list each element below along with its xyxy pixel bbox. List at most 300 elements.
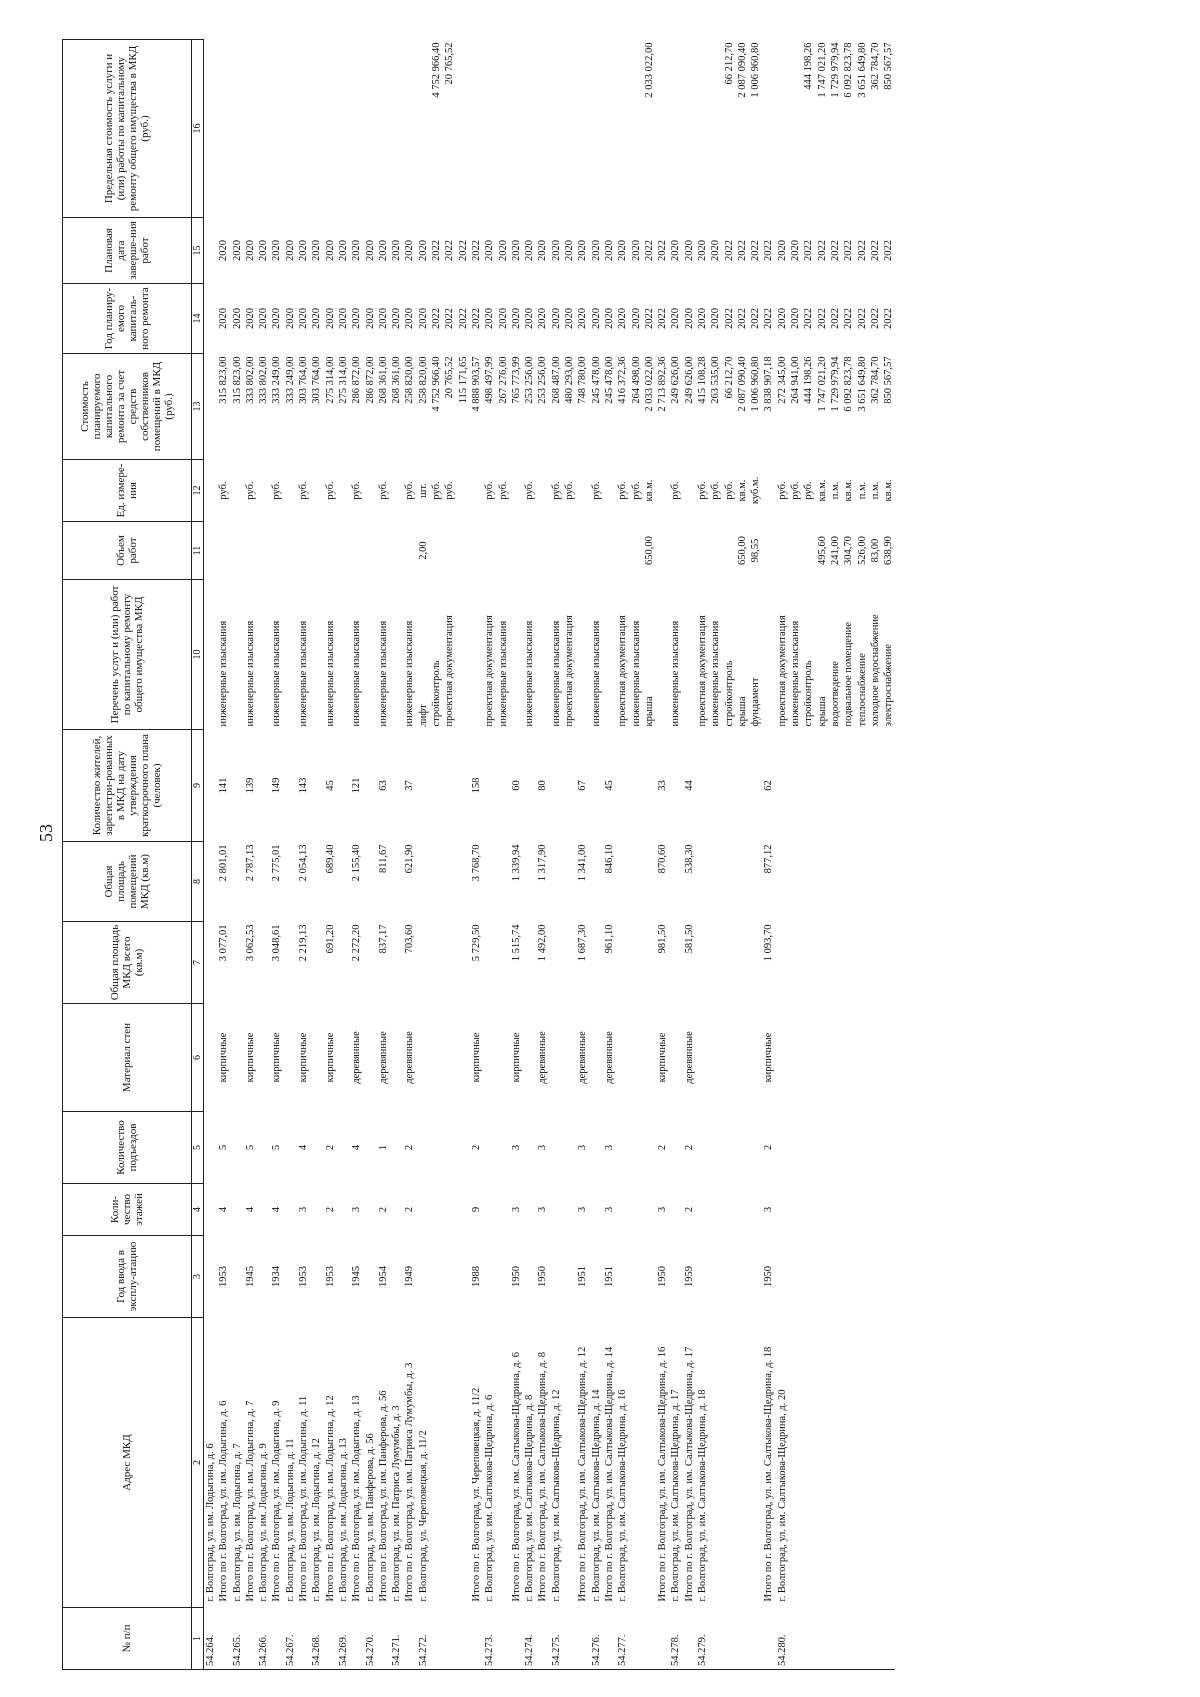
table-cell [390, 460, 403, 522]
table-cell: руб. [298, 481, 310, 500]
table-cell [217, 40, 230, 218]
table-cell: 333 249,00 [271, 356, 283, 404]
table-cell [882, 1004, 895, 1112]
table-cell: руб. [351, 481, 363, 500]
table-cell [364, 1004, 377, 1112]
table-cell: 2020 [550, 240, 562, 261]
table-cell: 20 765,52 [444, 42, 456, 85]
table-cell [616, 522, 629, 580]
table-cell [284, 522, 297, 580]
table-cell [550, 1184, 563, 1236]
table-cell [656, 522, 669, 580]
table-cell [563, 1184, 576, 1236]
table-cell [669, 730, 682, 842]
table-cell [869, 842, 882, 922]
table-cell [297, 1608, 310, 1670]
table-cell: 2 219,13 [298, 924, 310, 962]
table-cell: Итого по г. Волгоград, ул. им. Салтыкова-Щедрина, д. 18 [763, 1346, 775, 1602]
table-cell: стройконтроль [723, 660, 735, 727]
table-row [324, 40, 337, 1670]
table-cell [270, 1608, 283, 1670]
table-cell: 54.272. [417, 1608, 430, 1670]
table-cell [497, 922, 510, 1004]
table-cell: 2020 [497, 308, 509, 329]
column-number: 7 [192, 922, 204, 1004]
table-cell [430, 922, 443, 1004]
table-cell [802, 1608, 815, 1670]
table-cell: шт. [417, 483, 429, 498]
table-cell: 3 [577, 1206, 589, 1213]
table-cell [603, 40, 616, 218]
table-cell: 846,10 [603, 844, 615, 874]
table-cell: кирпичные [763, 1032, 775, 1083]
table-cell [696, 40, 709, 218]
table-cell [204, 522, 218, 580]
table-row [616, 40, 629, 1670]
table-cell: 286 872,00 [364, 356, 376, 404]
table-cell: 3 [298, 1206, 310, 1213]
table-cell [257, 1184, 270, 1236]
table-cell [364, 730, 377, 842]
table-cell: 3 768,70 [470, 844, 482, 882]
table-cell [364, 40, 377, 218]
table-cell: кирпичные [298, 1032, 310, 1083]
table-cell [869, 922, 882, 1004]
table-cell: стройконтроль [431, 660, 443, 727]
table-cell [816, 1184, 829, 1236]
table-cell [736, 1318, 749, 1608]
table-cell: Итого по г. Волгоград, ул. им. Лодыгина, д. 12 [324, 1395, 336, 1602]
table-cell [630, 730, 643, 842]
table-cell: 264 941,00 [790, 356, 802, 404]
column-number: 2 [192, 1318, 204, 1608]
table-cell [709, 1318, 722, 1608]
table-cell: 20 765,52 [444, 356, 456, 399]
table-cell [829, 1608, 842, 1670]
column-number: 14 [192, 284, 204, 354]
table-cell: 3 [537, 1206, 549, 1213]
table-cell [643, 1318, 656, 1608]
table-row [510, 40, 523, 1670]
table-cell [656, 1608, 669, 1670]
table-cell [523, 1112, 536, 1184]
table-cell: Итого по г. Волгоград, ул. им. Лодыгина, д. 11 [298, 1395, 310, 1602]
table-cell: 495,60 [816, 536, 828, 565]
table-cell [204, 580, 218, 730]
table-cell: 286 872,00 [351, 356, 363, 404]
table-cell: 2020 [271, 240, 283, 261]
table-cell [776, 522, 789, 580]
table-cell [802, 1184, 815, 1236]
table-row [656, 40, 669, 1670]
table-cell [337, 842, 350, 922]
table-cell [204, 284, 218, 354]
table-row [231, 40, 244, 1670]
table-cell: кирпичные [324, 1032, 336, 1083]
table-cell: 2020 [537, 308, 549, 329]
table-cell: Итого по г. Волгоград, ул. им. Салтыкова-Щедрина, д. 17 [683, 1346, 695, 1602]
table-cell: 837,17 [377, 924, 389, 954]
table-cell: 2022 [750, 308, 762, 329]
table-cell [457, 1236, 470, 1318]
table-cell: руб. [404, 481, 416, 500]
table-cell [630, 1318, 643, 1608]
table-cell [364, 1236, 377, 1318]
table-cell [337, 40, 350, 218]
table-cell: 2 155,40 [351, 844, 363, 882]
table-cell: 33 [657, 780, 669, 791]
table-cell: 54.278. [669, 1608, 682, 1670]
table-cell: 275 314,00 [337, 356, 349, 404]
table-cell: 2020 [351, 240, 363, 261]
table-cell: 3 062,53 [244, 924, 256, 962]
table-cell: 2020 [577, 308, 589, 329]
table-cell [789, 40, 802, 218]
table-cell [762, 580, 775, 730]
table-cell [563, 522, 576, 580]
table-cell: руб. [617, 481, 629, 500]
table-cell [576, 1608, 589, 1670]
table-cell: 1 341,00 [577, 844, 589, 882]
table-cell: 2020 [311, 308, 323, 329]
table-body [204, 40, 896, 1670]
table-cell: 1 492,00 [537, 924, 549, 962]
table-cell: 54.275. [550, 1608, 563, 1670]
table-cell [856, 730, 869, 842]
table-row [284, 40, 297, 1670]
table-cell: 1953 [298, 1266, 310, 1287]
table-cell [337, 580, 350, 730]
table-cell [776, 40, 789, 218]
table-cell [457, 842, 470, 922]
table-cell: 4 752 966,40 [431, 356, 443, 412]
table-row [550, 40, 563, 1670]
table-cell [616, 922, 629, 1004]
table-cell [829, 730, 842, 842]
table-cell [457, 460, 470, 522]
table-cell [390, 580, 403, 730]
table-cell [630, 522, 643, 580]
table-cell [204, 1004, 218, 1112]
table-cell [789, 730, 802, 842]
table-cell [696, 522, 709, 580]
column-number: 9 [192, 730, 204, 842]
table-cell [762, 40, 775, 218]
table-cell [630, 1236, 643, 1318]
table-cell [483, 842, 496, 922]
table-cell [630, 1184, 643, 1236]
table-cell [457, 922, 470, 1004]
table-row [337, 40, 350, 1670]
table-cell [284, 1112, 297, 1184]
table-cell: 139 [244, 777, 256, 794]
table-cell: г. Волгоград, ул. им. Лодыгина, д. 11 [284, 1438, 296, 1602]
table-cell [723, 1112, 736, 1184]
table-cell [324, 1608, 337, 1670]
table-cell [510, 580, 523, 730]
table-cell [284, 1004, 297, 1112]
table-cell [590, 1112, 603, 1184]
table-cell: 444 198,26 [803, 356, 815, 404]
table-cell: кирпичные [244, 1032, 256, 1083]
table-cell: 765 773,99 [510, 356, 522, 404]
table-cell: 80 [537, 780, 549, 791]
table-cell [736, 1236, 749, 1318]
table-cell: 2020 [337, 240, 349, 261]
table-cell [510, 460, 523, 522]
table-cell [231, 580, 244, 730]
table-cell [204, 1184, 218, 1236]
table-cell [443, 1112, 456, 1184]
table-cell [390, 40, 403, 218]
table-cell: кирпичные [657, 1032, 669, 1083]
table-cell: 249 626,00 [670, 356, 682, 404]
table-cell [869, 1608, 882, 1670]
table-row [869, 40, 882, 1670]
table-cell [736, 1112, 749, 1184]
table-cell: 2020 [404, 308, 416, 329]
table-cell: 2020 [284, 240, 296, 261]
table-cell: 2020 [776, 308, 788, 329]
table-cell [643, 1608, 656, 1670]
table-row [497, 40, 510, 1670]
table-cell [776, 922, 789, 1004]
table-cell [550, 1236, 563, 1318]
table-cell: 2020 [377, 308, 389, 329]
table-cell [550, 842, 563, 922]
table-cell [603, 460, 616, 522]
table-cell [816, 1112, 829, 1184]
table-cell: 2 787,13 [244, 844, 256, 882]
table-cell [550, 1004, 563, 1112]
table-cell [856, 1112, 869, 1184]
table-cell [244, 40, 257, 218]
column-header: Перечень услуг и (или) работ по капитальному ремонту общего имущества МКД [63, 580, 192, 730]
table-cell [789, 1184, 802, 1236]
column-header: Коли-чество этажей [63, 1184, 192, 1236]
table-row [257, 40, 270, 1670]
table-cell [310, 842, 323, 922]
table-cell [563, 40, 576, 218]
table-cell: руб. [444, 481, 456, 500]
table-cell [443, 1004, 456, 1112]
table-cell [749, 922, 762, 1004]
table-cell [789, 922, 802, 1004]
column-header: Ед. измере-ния [63, 460, 192, 522]
table-cell: 275 314,00 [324, 356, 336, 404]
table-cell: 2020 [231, 240, 243, 261]
table-cell [310, 522, 323, 580]
table-cell: 2022 [803, 308, 815, 329]
table-row [802, 40, 815, 1670]
table-cell: 253 256,00 [524, 356, 536, 404]
table-cell: руб. [324, 481, 336, 500]
table-cell [550, 522, 563, 580]
table-cell [470, 1608, 483, 1670]
table-cell: Итого по г. Волгоград, ул. им. Лодыгина, д. 7 [244, 1400, 256, 1602]
table-cell [709, 40, 722, 218]
table-cell: 263 535,00 [710, 356, 722, 404]
table-row [217, 40, 230, 1670]
table-cell: 2022 [657, 240, 669, 261]
table-cell [630, 842, 643, 922]
table-cell: 2020 [510, 308, 522, 329]
table-cell: 1 747 021,20 [816, 356, 828, 412]
table-cell [723, 842, 736, 922]
table-cell [284, 730, 297, 842]
table-cell: 272 345,00 [776, 356, 788, 404]
table-cell: Итого по г. Волгоград, ул. им. Салтыкова-Щедрина, д. 16 [657, 1346, 669, 1602]
table-cell [430, 1112, 443, 1184]
table-cell: 2022 [470, 308, 482, 329]
table-cell: 5 [244, 1144, 256, 1151]
table-cell: 315 823,00 [218, 356, 230, 404]
table-cell [310, 1184, 323, 1236]
table-cell: 2022 [643, 240, 655, 261]
table-cell [842, 842, 855, 922]
table-cell: 54.265. [231, 1608, 244, 1670]
table-cell [364, 922, 377, 1004]
table-row [417, 40, 430, 1670]
table-cell [350, 1608, 363, 1670]
table-cell: 1 093,70 [763, 924, 775, 962]
table-cell [337, 522, 350, 580]
table-cell [882, 1112, 895, 1184]
table-cell: 4 [351, 1144, 363, 1151]
table-cell: 2020 [484, 308, 496, 329]
table-cell: 2020 [404, 240, 416, 261]
table-cell: 5 [218, 1144, 230, 1151]
table-cell: 2022 [444, 240, 456, 261]
table-cell [510, 1608, 523, 1670]
table-cell [204, 1112, 218, 1184]
table-cell [417, 40, 430, 218]
table-cell [842, 1608, 855, 1670]
table-cell: 2 [657, 1144, 669, 1151]
table-row [350, 40, 363, 1670]
table-cell: проектная документация [696, 615, 708, 727]
table-cell [563, 1608, 576, 1670]
table-cell [616, 1184, 629, 1236]
table-cell: 2020 [630, 240, 642, 261]
table-cell: электроснабжение [883, 644, 895, 727]
table-cell: 2022 [736, 308, 748, 329]
table-cell: 98,55 [750, 538, 762, 563]
column-number: 12 [192, 460, 204, 522]
table-cell: 2020 [377, 240, 389, 261]
table-cell: г. Волгоград, ул. Череповецкая, д. 11/2 [417, 1430, 429, 1602]
table-cell: 54.277. [616, 1608, 629, 1670]
table-cell [377, 1608, 390, 1670]
table-row [723, 40, 736, 1670]
table-cell: 2020 [311, 240, 323, 261]
table-cell [669, 40, 682, 218]
table-cell [204, 40, 218, 218]
table-cell: 2020 [603, 308, 615, 329]
column-number: 11 [192, 522, 204, 580]
table-cell: 1 339,94 [510, 844, 522, 882]
table-cell: 143 [298, 777, 310, 794]
table-cell [284, 460, 297, 522]
table-cell: г. Волгоград, ул. им. Салтыкова-Щедрина, д. 20 [776, 1389, 788, 1602]
table-cell: инженерные изыскания [630, 620, 642, 727]
table-cell: 638,90 [883, 536, 895, 565]
table-cell [829, 1112, 842, 1184]
table-cell [536, 580, 549, 730]
table-cell: инженерные изыскания [324, 620, 336, 727]
table-cell [802, 922, 815, 1004]
table-cell [709, 1236, 722, 1318]
table-cell: 2020 [537, 240, 549, 261]
table-cell: 2020 [577, 240, 589, 261]
table-cell [497, 1236, 510, 1318]
table-cell [337, 1004, 350, 1112]
table-cell [590, 922, 603, 1004]
table-cell: 54.271. [390, 1608, 403, 1670]
table-cell [696, 730, 709, 842]
table-cell: 2020 [337, 308, 349, 329]
table-cell [842, 922, 855, 1004]
table-cell: 2022 [883, 240, 895, 261]
table-cell [231, 522, 244, 580]
table-cell [270, 40, 283, 218]
table-row [563, 40, 576, 1670]
table-cell [630, 922, 643, 1004]
table-cell: 1988 [470, 1266, 482, 1287]
table-cell [842, 1112, 855, 1184]
table-row [669, 40, 682, 1670]
table-cell: 45 [324, 780, 336, 791]
table-cell [470, 460, 483, 522]
table-cell [430, 1318, 443, 1608]
table-cell: 415 108,28 [696, 356, 708, 404]
table-cell: 2022 [869, 308, 881, 329]
table-cell [377, 40, 390, 218]
table-cell: 1945 [244, 1266, 256, 1287]
table-cell [563, 1004, 576, 1112]
table-cell [430, 1184, 443, 1236]
table-cell [297, 40, 310, 218]
table-cell [510, 522, 523, 580]
table-cell: 2,00 [417, 541, 429, 560]
table-cell: 2022 [883, 308, 895, 329]
table-cell [430, 522, 443, 580]
table-cell [231, 842, 244, 922]
table-cell: г. Волгоград, ул. им. Патриса Лумумбы, д. 3 [391, 1405, 403, 1602]
table-cell: руб. [497, 481, 509, 500]
table-row [816, 40, 829, 1670]
table-cell: 149 [271, 777, 283, 794]
table-cell [377, 522, 390, 580]
column-header: Общая площадь помещений МКД (кв.м) [63, 842, 192, 922]
table-cell: кв.м. [816, 479, 828, 502]
table-cell: 4 [271, 1206, 283, 1213]
table-cell [310, 922, 323, 1004]
table-cell: 6 092 823,78 [843, 356, 855, 412]
table-cell: 2020 [710, 240, 722, 261]
table-cell [709, 1112, 722, 1184]
table-cell: 961,10 [603, 924, 615, 954]
table-cell [284, 922, 297, 1004]
table-cell: 2020 [298, 240, 310, 261]
table-cell [789, 1318, 802, 1608]
table-cell: деревянные [377, 1031, 389, 1084]
table-cell [231, 730, 244, 842]
table-row [856, 40, 869, 1670]
table-cell [842, 1236, 855, 1318]
table-cell: руб. [377, 481, 389, 500]
table-cell [683, 40, 696, 218]
